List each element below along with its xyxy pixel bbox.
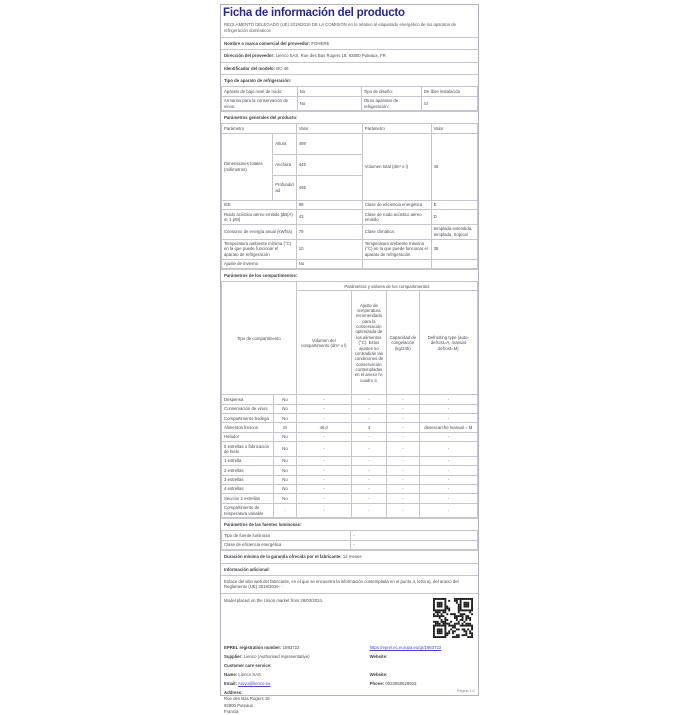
eprel-row (224, 645, 475, 651)
cell: IEE (222, 200, 297, 209)
email-label: Email: (224, 681, 237, 687)
cell: - (387, 432, 420, 441)
cell: - (387, 423, 420, 432)
model-row (221, 62, 478, 75)
cell: Clase climática: (362, 224, 431, 239)
cell: - (296, 484, 351, 493)
cell: - (387, 442, 420, 457)
cell: 43 (296, 210, 362, 225)
cell: - (351, 414, 386, 423)
cell (362, 259, 431, 268)
supplier-address-value: Lienco SAS, Rue des Bas Rogers 18, 92800 Puteaux, FR (275, 53, 386, 59)
cell: - (419, 456, 477, 465)
cell: 1 estrella (222, 456, 274, 465)
address-block (224, 690, 475, 715)
cell: Ruido acústico aéreo emitido [dB(A) re 1 pW] (222, 210, 297, 225)
cell: - (351, 466, 386, 475)
cell: - (387, 466, 420, 475)
eprel-link[interactable]: https://eprel.ec.europa.eu/qr/1983722 (369, 644, 442, 650)
manufacturer-link-value: - (281, 584, 283, 590)
cell: - (387, 484, 420, 493)
column-header: Parámetros y valores de los compartimentos (296, 282, 477, 291)
section-heading-general: Parámetros generales del producto: (221, 111, 478, 123)
cell: No (274, 475, 297, 484)
cell: - (419, 484, 477, 493)
cell: - (419, 395, 477, 404)
brand-label: Nombre o marca comercial del proveedor: (224, 40, 311, 46)
cell: - (387, 494, 420, 503)
cell: Armarios para la conservación de vinos: (222, 96, 298, 111)
cell: - (351, 395, 386, 404)
cell: Profundidad (273, 175, 297, 200)
cell: Tipo de diseño: (361, 87, 421, 96)
supplier-address-label: Dirección del proveedor: (224, 53, 275, 59)
cell: Tipo de fuente luminosa (222, 531, 351, 540)
cell: Temperatura ambiente máxima (°C) en la que puede funcionar el aparato de refrigeración (362, 239, 431, 259)
cell: No (274, 432, 297, 441)
cell: - (419, 503, 477, 518)
cell: - (419, 432, 477, 441)
cell: No (274, 442, 297, 457)
cell: No (274, 484, 297, 493)
cell: - (387, 475, 420, 484)
column-header: Tipo de compartimento (222, 282, 297, 395)
brand-value: FOHERE (311, 40, 330, 46)
cell: - (296, 404, 351, 413)
phone-value: 0033658628923 (385, 681, 417, 687)
section-heading-lighting: Parámetros de las fuentes luminosas: (221, 518, 478, 530)
cell: 46 (431, 133, 477, 200)
column-header: Defrosting type (auto-defrost=A, manual defrost=M) (419, 291, 477, 395)
column-header: Valor (296, 124, 362, 133)
cell: Helador (222, 432, 274, 441)
warranty-label: Duración mínima de la garantía ofrecida por el fabricante: (224, 554, 342, 560)
manufacturer-link-row (221, 575, 478, 595)
cell: - (387, 414, 420, 423)
cell: - (296, 395, 351, 404)
regulation-text: REGLAMENTO DELEGADO (UE) 2019/2016 DE LA COMISIÓN en lo relativo al etiquetado energético de los aparatos de refrigeración domésticos (224, 22, 457, 33)
address-line: Francia (224, 708, 239, 714)
eprel-value: 1983722 (282, 644, 300, 650)
cell: No (296, 259, 362, 268)
cell: 46,0 (296, 423, 351, 432)
cell: Sección 2 estrellas (222, 494, 274, 503)
cell: Altura (273, 133, 297, 154)
cell: Sí (274, 423, 297, 432)
column-header: Valor (431, 124, 477, 133)
name-value: Lienco SAS (238, 672, 261, 678)
cell: 98 (296, 200, 362, 209)
product-fiche-document (220, 4, 479, 714)
cell: - (419, 414, 477, 423)
cell: - (296, 503, 351, 518)
cell: No (274, 466, 297, 475)
cell: 2 estrellas (222, 466, 274, 475)
cell: 4 (351, 423, 386, 432)
cell: - (351, 484, 386, 493)
email-phone-row (224, 681, 475, 687)
cell: 38 (431, 239, 477, 259)
cell: - (296, 432, 351, 441)
brand-row (221, 37, 478, 50)
light-sources-table (221, 530, 478, 550)
cell: - (419, 494, 477, 503)
market-placement-row (221, 594, 478, 640)
compartments-table (221, 281, 478, 518)
cell: 4 estrellas (222, 484, 274, 493)
cell: No (297, 87, 361, 96)
cell: 3 estrellas (222, 475, 274, 484)
cell (431, 259, 477, 268)
cell: - (296, 494, 351, 503)
cell: - (296, 475, 351, 484)
cell: No (274, 404, 297, 413)
cell: Despensa (222, 395, 274, 404)
cell: - (351, 503, 386, 518)
cell: - (296, 456, 351, 465)
cell: - (296, 466, 351, 475)
address-line: 92800 Puteaux (224, 702, 253, 708)
cell: Sí (421, 96, 477, 111)
cell: - (351, 456, 386, 465)
column-header: Capacidad de congelación (kg/24h) (387, 291, 420, 395)
supplier-row (224, 654, 475, 660)
warranty-value: 12 meses (342, 554, 362, 560)
cell: 465 (296, 175, 362, 200)
refrigeration-type-table (221, 86, 478, 111)
cell: No (297, 96, 361, 111)
cell: No (274, 414, 297, 423)
cell: - (351, 531, 478, 540)
cell: - (351, 432, 386, 441)
cell: - (274, 503, 297, 518)
section-heading-compartments: Parámetros de los compartimentos: (221, 269, 478, 281)
column-header: Parámetro (222, 124, 297, 133)
cell: - (419, 442, 477, 457)
column-header: Volumen del compartimento (dm³ o l) (296, 291, 351, 395)
cell: No (274, 456, 297, 465)
cell: 498 (296, 133, 362, 154)
cell: - (387, 404, 420, 413)
cell: - (419, 475, 477, 484)
name-row (224, 672, 475, 678)
cell: - (351, 494, 386, 503)
cell: Aparato de bajo nivel de ruido: (222, 87, 298, 96)
cell: Clase de eficiencia energética (362, 200, 431, 209)
cell: - (351, 442, 386, 457)
name-info (224, 672, 370, 678)
email-info (224, 681, 370, 687)
cell: - (419, 404, 477, 413)
warranty-row (221, 550, 478, 563)
cell: - (296, 442, 351, 457)
cell: - (296, 414, 351, 423)
cell: No (274, 395, 297, 404)
cell: Otros aparatos de refrigeración: (361, 96, 421, 111)
name-label: Name: (224, 672, 238, 678)
cell: Alimentos frescos (222, 423, 274, 432)
cell: Clase de ruido acústico aéreo emitido (362, 210, 431, 225)
supplier-value: Lienco (Authorised representative) (243, 653, 310, 659)
page-title: Ficha de información del producto (223, 7, 405, 19)
website-label: Website: (369, 653, 388, 659)
cell: No (274, 494, 297, 503)
cell: - (351, 540, 478, 549)
cell: - (387, 395, 420, 404)
section-heading-additional: Información adicional: (221, 563, 478, 575)
cell: Compartimento bodega (222, 414, 274, 423)
cell: - (387, 456, 420, 465)
spacer (370, 663, 475, 669)
cell: Temperatura ambiente mínima (°C) en la que puede funcionar el aparato de refrigeración (222, 239, 297, 259)
address-label: Address: (224, 690, 243, 696)
cell: templada extendida, templada, tropical (431, 224, 477, 239)
cell: E (431, 200, 477, 209)
contact-section (221, 640, 478, 715)
column-header: Ajuste de temperatura recomendado para la conservación optimizada de los alimentos (°C). Estos ajustes no contradirán las condiciones de conservación contempladas en el anexo IV, cuadro 3. (351, 291, 386, 395)
cell: Ajuste de invierno (222, 259, 297, 268)
phone-label: Phone: (369, 681, 385, 687)
website-label-2: Website: (369, 672, 388, 678)
general-parameters-table (221, 123, 478, 269)
supplier-info (224, 654, 370, 660)
cell: Conservación de vinos (222, 404, 274, 413)
cell: - (419, 466, 477, 475)
page-number: Página 1/1 (456, 689, 475, 693)
email-link[interactable]: ruoyu@lienco.eu (238, 681, 271, 687)
manufacturer-link-label: Enlace del sitio web del fabricante, en el que se encuentra la información contemplada en el punto 4, letra a), del anexo del Reglamento (UE) 2019/2019: (224, 578, 459, 590)
qr-code-icon (433, 598, 473, 638)
cell: Consumo de energía anual (kWh/a) (222, 224, 297, 239)
cell: - (351, 475, 386, 484)
cell: De libre instalación (421, 87, 477, 96)
eprel-label: EPREL registration number: (224, 644, 282, 650)
cell: 79 (296, 224, 362, 239)
cell: D (431, 210, 477, 225)
market-placement-note: Model placed on the Union market from 28/03/2024. (224, 598, 324, 604)
cell: Anchura (273, 154, 297, 175)
cell: Dimensiones totales (milímetros) (222, 133, 273, 200)
customer-care-heading: Customer care service: (224, 662, 272, 668)
eprel-number (224, 645, 370, 651)
cell: 445 (296, 154, 362, 175)
cell: 0 estrellas o fabricación de hielo (222, 442, 274, 457)
supplier-label: Supplier: (224, 653, 243, 659)
column-header: Parámetro (362, 124, 431, 133)
cell: - (387, 503, 420, 518)
section-heading-type: Tipo de aparato de refrigeración: (221, 74, 478, 86)
cell: Clase de eficiencia energética (222, 540, 351, 549)
cell: 10 (296, 239, 362, 259)
phone-info (370, 681, 475, 687)
cell: Compartimento de temperatura variable (222, 503, 274, 518)
customer-care-row (224, 663, 475, 669)
model-value: BC-46 (276, 65, 289, 71)
address-line: Rue des Bas Rogers 18 (224, 696, 270, 702)
supplier-address-row (221, 49, 478, 62)
model-label: Identificador del modelo: (224, 65, 276, 71)
cell: Volumen total (dm³ o l) (362, 133, 431, 200)
cell: - (351, 404, 386, 413)
cell: desescarche manual = M (419, 423, 477, 432)
